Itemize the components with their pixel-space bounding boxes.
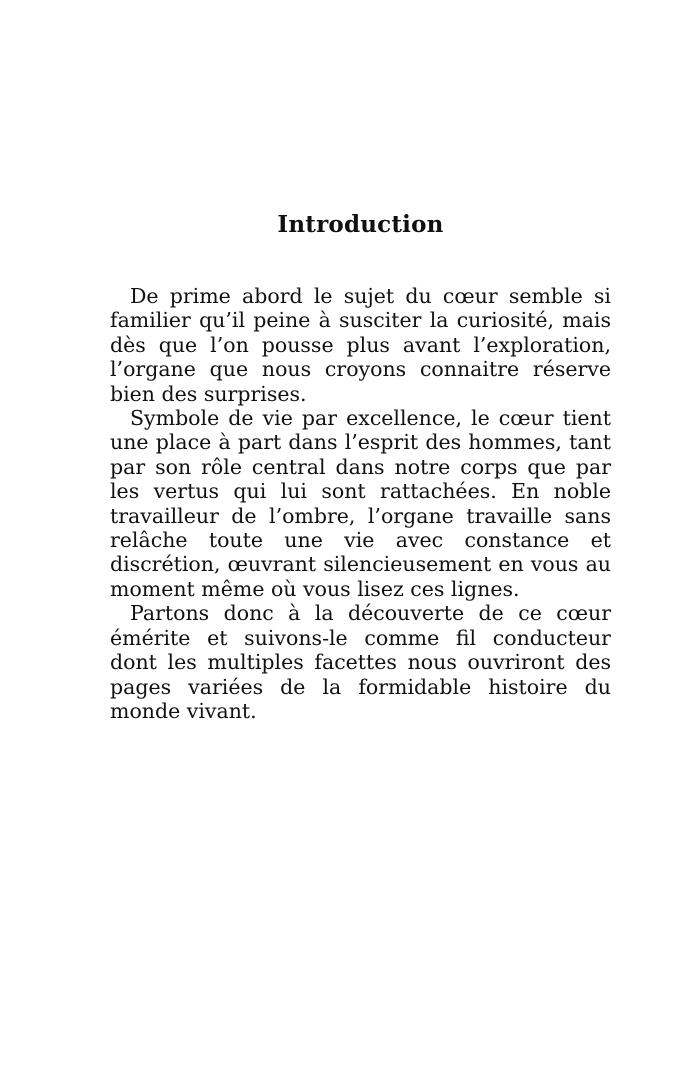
paragraph-1: De prime abord le sujet du cœur semble si familier qu’il peine à susciter la curiosité, mais dès que l’on pousse plus avant l’exploration, l’organe que nous croyons connaitre réserve bien des surprises. <box>110 284 611 406</box>
paragraph-2: Symbole de vie par excellence, le cœur tient une place à part dans l’esprit des hommes, tant par son rôle central dans notre corps que par les vertus qui lui sont rattachées. En noble travailleur de l’ombre, l’organe travaille sans relâche toute une vie avec constance et discrétion, œuvrant silencieusement en vous au moment même où vous lisez ces lignes. <box>110 406 611 601</box>
book-page <box>110 210 611 723</box>
chapter-body <box>110 284 611 723</box>
paragraph-3: Partons donc à la découverte de ce cœur émérite et suivons-le comme fil conducteur dont les multiples facettes nous ouvriront des pages variées de la formidable histoire du monde vivant. <box>110 601 611 723</box>
chapter-title: Introduction <box>277 211 444 238</box>
